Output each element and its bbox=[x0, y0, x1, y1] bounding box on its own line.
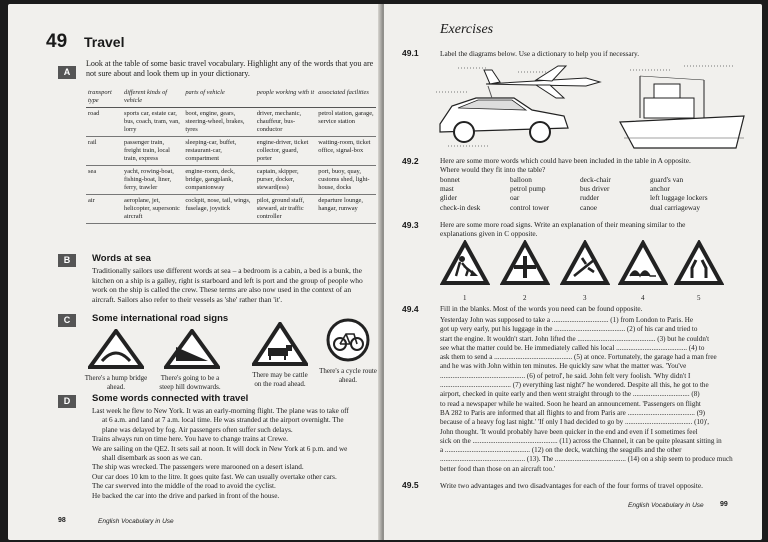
fill-line: because of a heavy fog last night.' 'If only I had decided to go by ...................................... (10)', bbox=[440, 418, 710, 427]
sign-caption: There may be cattle on the road ahead. bbox=[252, 371, 308, 388]
exercise-2-text bbox=[440, 156, 750, 175]
body-line: aircraft. Sailors also refer to their vessels as 'she' rather than 'it'. bbox=[92, 294, 283, 304]
hump-bridge-sign bbox=[84, 329, 148, 391]
travel-sentence: We are sailing on the QE2. It sets sail at noon. It will dock in New York at 6 p.m. and we bbox=[92, 444, 348, 453]
exercise-number: 49.5 bbox=[402, 480, 419, 490]
sign-caption: There's going to be a steep hill downwards. bbox=[159, 374, 221, 391]
section-label-d: D bbox=[58, 395, 76, 408]
table-cell: yacht, rowing-boat, fishing-boat, liner, ferry, trawler bbox=[122, 166, 183, 195]
word-item: control tower bbox=[510, 202, 550, 212]
fill-line: start the engine. It wouldn't start. John lifted the ............................................ (3) but he couldn't bbox=[440, 334, 710, 343]
section-d-body bbox=[92, 407, 382, 501]
page-number: 98 bbox=[58, 517, 66, 524]
page-number: 99 bbox=[720, 501, 728, 508]
sign-number: 5 bbox=[697, 294, 701, 302]
table-row bbox=[86, 108, 376, 137]
body-line: kitchen on a ship is a galley, right is starboard and left is port and the group of people who bbox=[92, 275, 363, 285]
intro-line: Look at the table of some basic travel vocabulary. Highlight any of the words that you are bbox=[86, 59, 374, 68]
table-row bbox=[86, 166, 376, 195]
instruction-line: Where would they fit into the table? bbox=[440, 165, 546, 175]
hump-bridge-sign-icon bbox=[88, 329, 144, 369]
table-header: associated facilities bbox=[316, 87, 376, 108]
word-item: dual carriageway bbox=[650, 202, 701, 212]
table-cell: driver, mechanic, chauffeur, bus-conductor bbox=[255, 108, 317, 137]
travel-sentence: at 6 a.m. and land at 7 a.m. local time. He was stranded at the airport overnight. The bbox=[102, 416, 344, 425]
table-header: parts of vehicle bbox=[183, 87, 254, 108]
section-label-c: C bbox=[58, 314, 76, 327]
word-item: deck-chair bbox=[580, 175, 611, 184]
fill-in-text bbox=[440, 316, 750, 474]
table-header: different kinds of vehicle bbox=[122, 87, 183, 108]
table-cell: pilot, ground staff, steward, air traffic controller bbox=[255, 195, 317, 224]
table-row bbox=[86, 137, 376, 166]
sign-caption: There's a hump bridge ahead. bbox=[84, 374, 148, 391]
word-item: canoe bbox=[580, 202, 598, 212]
word-item: anchor bbox=[650, 184, 670, 194]
word-item: oar bbox=[510, 193, 520, 203]
body-line: work on the ship is called the crew. These terms are also now used in the context of an bbox=[92, 285, 352, 294]
exercise-4-text: Fill in the blanks. Most of the words you need can be found opposite. bbox=[440, 304, 643, 313]
word-item: rudder bbox=[580, 193, 600, 203]
low-flying-aircraft-sign-icon bbox=[560, 240, 610, 286]
table-header: transport type bbox=[86, 87, 122, 108]
travel-sentence: He backed the car into the drive and parked in front of the house. bbox=[92, 491, 280, 500]
travel-sentence: plane was delayed by fog. Air passengers often suffer such delays. bbox=[102, 425, 293, 434]
exercise-1-text: Label the diagrams below. Use a dictionary to help you if necessary. bbox=[440, 49, 640, 58]
exercise-number: 49.1 bbox=[402, 48, 419, 58]
word-item: guard's van bbox=[650, 175, 684, 184]
cattle-sign-icon bbox=[252, 322, 308, 366]
section-b-body bbox=[92, 266, 376, 304]
sign-number: 1 bbox=[463, 294, 467, 302]
page-footer: English Vocabulary in Use bbox=[98, 518, 174, 525]
sign-caption: There's a cycle route ahead. bbox=[319, 367, 377, 384]
word-item: check-in desk bbox=[440, 202, 481, 212]
exercise-number: 49.3 bbox=[402, 220, 419, 230]
section-c-title: Some international road signs bbox=[92, 313, 229, 324]
steep-hill-sign bbox=[159, 329, 222, 391]
travel-sentence: Last week he flew to New York. It was an early-morning flight. The plane was to take off bbox=[92, 407, 349, 415]
table-cell: sleeping-car, buffet, restaurant-car, compartment bbox=[183, 137, 254, 166]
vocabulary-table bbox=[86, 87, 376, 224]
table-cell: engine-room, deck, bridge, gangplank, companionway bbox=[183, 166, 254, 195]
exercise-number: 49.4 bbox=[402, 304, 419, 314]
instruction-line: Here are some more road signs. Write an explanation of their meaning similar to the bbox=[440, 220, 686, 229]
word-item: left luggage lockers bbox=[650, 193, 708, 203]
instruction-line: Here are some more words which could have been included in the table in A opposite. bbox=[440, 156, 691, 165]
table-cell: aeroplane, jet, helicopter, supersonic aircraft bbox=[122, 195, 183, 224]
fill-line: better food than those on an aircraft too.' bbox=[440, 464, 556, 473]
section-a-intro bbox=[86, 59, 376, 79]
table-cell: petrol station, garage, service station bbox=[316, 108, 376, 137]
table-cell: port, buoy, quay, customs shed, light-house, docks bbox=[316, 166, 376, 195]
right-page bbox=[384, 4, 762, 540]
fill-line: BA 282 to Paris are informed that all flights to and from Paris are ...................................... (9) bbox=[440, 408, 705, 417]
fill-line: John thought. 'It would probably have been quicker in the end and even if I sometimes feel bbox=[440, 427, 698, 436]
instruction-line: explanations given in C opposite. bbox=[440, 229, 538, 239]
table-row bbox=[86, 195, 376, 224]
table-header: people working with it bbox=[255, 87, 317, 108]
fill-line: ........................................ (7) everything last night?' he wondered. Despite all this, he got to the bbox=[440, 381, 709, 390]
fill-line: to read a newspaper while he waited. Soon he heard an announcement. 'Passengers on flight bbox=[440, 399, 701, 408]
sign-number: 3 bbox=[583, 294, 587, 302]
exercise-number: 49.2 bbox=[402, 156, 419, 166]
fill-line: sick on the ................................................ (11) across the Channel, it can be quite pleasant sitting in bbox=[440, 436, 722, 445]
fill-line: ................................................ (6) of petrol', he said. John felt very foolish. 'Why didn't I bbox=[440, 371, 691, 380]
fill-line: airport, checked in quite early and then went straight through to the ................................ (8) bbox=[440, 390, 700, 399]
fill-line: a ................................................ (12) on the deck, watching the seagulls and the other bbox=[440, 446, 682, 455]
aeroplane-diagram bbox=[476, 62, 606, 102]
table-cell: sea bbox=[86, 166, 122, 195]
roadworks-sign-icon bbox=[440, 240, 490, 286]
word-list bbox=[440, 175, 720, 212]
fill-line: see what the matter could be. He immediately called his local ........................................ (4) to bbox=[440, 343, 705, 352]
table-cell: waiting-room, ticket office, signal-box bbox=[316, 137, 376, 166]
left-page bbox=[8, 4, 382, 540]
table-cell: passenger train, freight train, local train, express bbox=[122, 137, 183, 166]
unit-number: 49 bbox=[46, 31, 68, 52]
table-cell: engine-driver, ticket collector, guard, porter bbox=[255, 137, 317, 166]
table-cell: road bbox=[86, 108, 122, 137]
page-footer: English Vocabulary in Use bbox=[628, 502, 704, 509]
body-line: Traditionally sailors use different words at sea – a bedroom is a cabin, a bed is a bunk, the bbox=[92, 266, 362, 275]
sign-number: 2 bbox=[523, 294, 527, 302]
gradient-badge: 15% bbox=[188, 345, 201, 351]
exercises-title: Exercises bbox=[440, 22, 494, 37]
table-cell: air bbox=[86, 195, 122, 224]
fill-line: and he was with John within ten minutes. He quickly saw what the matter was. 'You've bbox=[440, 362, 687, 371]
word-item: bonnet bbox=[440, 175, 460, 184]
section-label-a: A bbox=[58, 66, 76, 79]
travel-sentence: Our car does 10 km to the litre. It goes quite fast. We can usually overtake other cars. bbox=[92, 472, 337, 481]
intro-line: not sure about and look them up in your dictionary. bbox=[86, 69, 250, 78]
section-d-title: Some words connected with travel bbox=[92, 393, 249, 404]
table-header-row bbox=[86, 87, 376, 108]
travel-sentence: The ship was wrecked. The passengers were marooned on a desert island. bbox=[92, 463, 304, 472]
fill-line: ................................................ (13). The ........................................ (14) on a ship seem to produce much bbox=[440, 455, 733, 464]
exercise-3-text bbox=[440, 220, 750, 239]
word-item: balloon bbox=[510, 175, 532, 184]
travel-sentence: shall disembark as soon as we can. bbox=[102, 454, 203, 463]
unit-title: Travel bbox=[84, 34, 125, 50]
table-cell: captain, skipper, purser, docker, steward(ess) bbox=[255, 166, 317, 195]
section-b-title: Words at sea bbox=[92, 253, 151, 264]
road-narrows-sign-icon bbox=[674, 240, 724, 286]
word-item: mast bbox=[440, 184, 454, 194]
fill-line: ask them to send a ............................................ (5) at once. Fortunately, the garage had a man free bbox=[440, 353, 717, 362]
uneven-road-sign-icon bbox=[618, 240, 668, 286]
word-item: bus driver bbox=[580, 184, 610, 194]
fill-line: Yesterday John was supposed to take a ................................ (1) from London to Paris. He bbox=[440, 316, 694, 324]
word-item: glider bbox=[440, 193, 458, 203]
ship-diagram bbox=[614, 62, 754, 156]
sign-number: 4 bbox=[641, 294, 645, 302]
crossroads-sign-icon bbox=[500, 240, 550, 286]
table-cell: cockpit, nose, tail, wings, fuselage, joystick bbox=[183, 195, 254, 224]
cycle-route-sign bbox=[319, 318, 380, 384]
travel-sentence: The car swerved into the middle of the road to avoid the cyclist. bbox=[92, 482, 276, 491]
table-cell: departure lounge, hangar, runway bbox=[316, 195, 376, 224]
travel-sentence: Trains always run on time here. You have to change trains at Crewe. bbox=[92, 435, 288, 444]
fill-line: got up very early, put his luggage in the ........................................ (2) of his car and tried to bbox=[440, 325, 698, 334]
word-item: petrol pump bbox=[510, 184, 546, 194]
table-cell: boot, engine, gears, steering-wheel, brakes, tyres bbox=[183, 108, 254, 137]
cattle-sign bbox=[252, 322, 312, 388]
table-cell: rail bbox=[86, 137, 122, 166]
section-label-b: B bbox=[58, 254, 76, 267]
exercise-5-text: Write two advantages and two disadvantages for each of the four forms of travel opposite. bbox=[440, 481, 703, 490]
table-cell: sports car, estate car, bus, coach, tram, van, lorry bbox=[122, 108, 183, 137]
bicycle-sign-icon bbox=[326, 318, 370, 362]
